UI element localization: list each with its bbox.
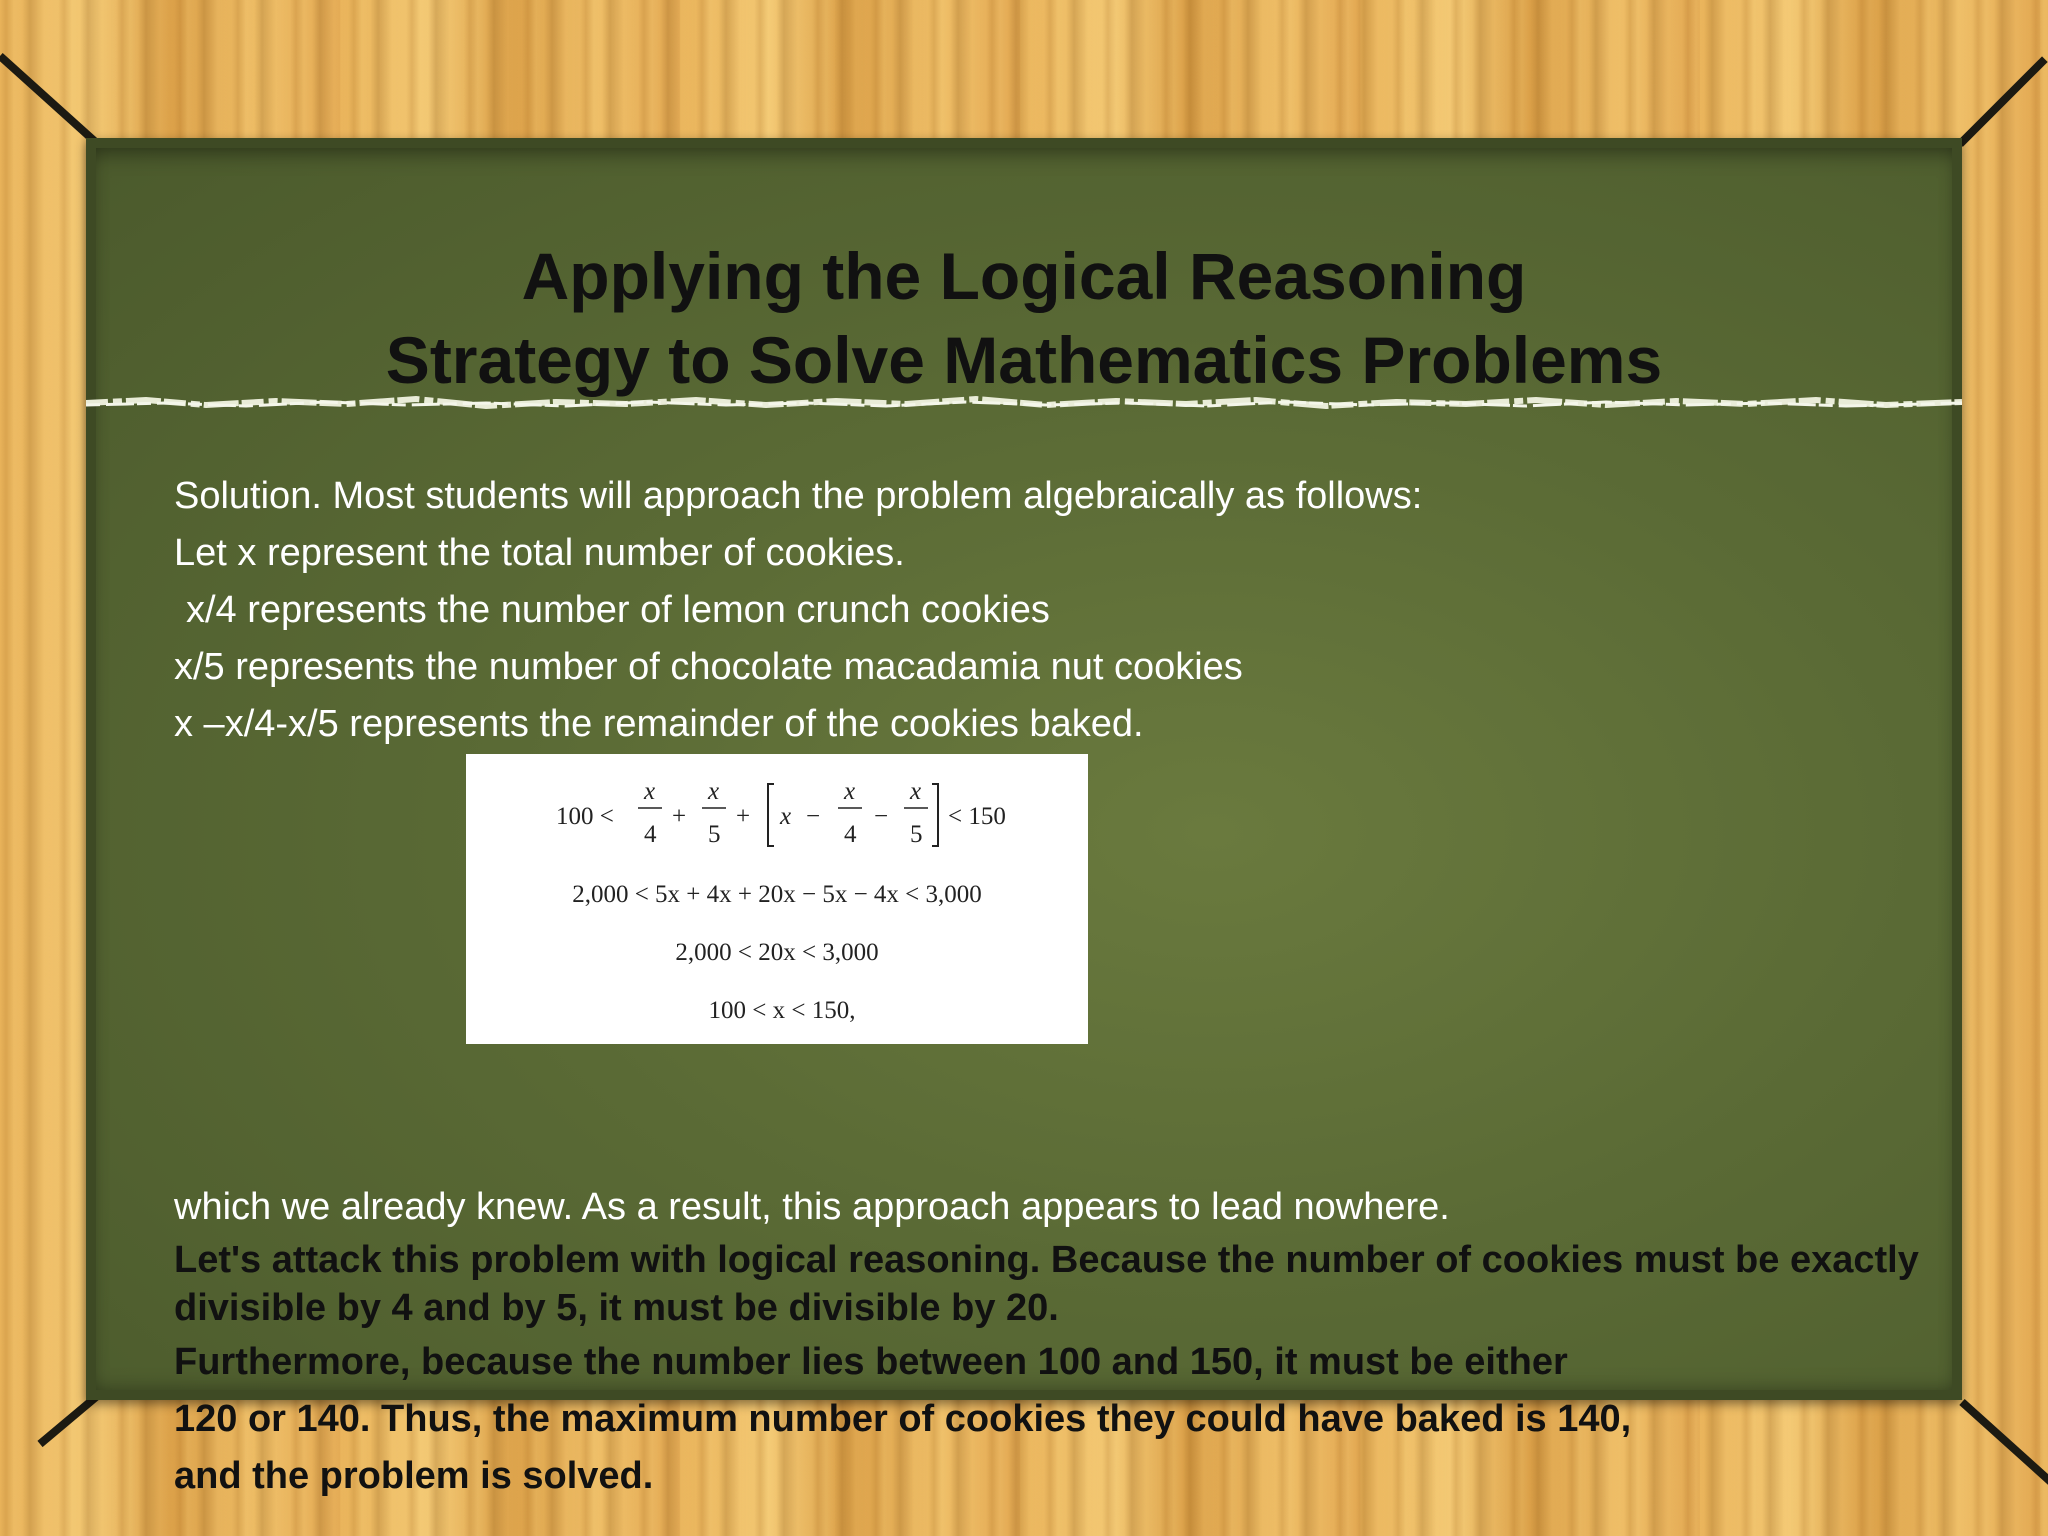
formula-frac1-num: x: [644, 778, 656, 805]
formula-frac4-den: 5: [910, 821, 923, 848]
formula-frac2-num: x: [708, 778, 720, 805]
solution-line-5: x –x/4-x/5 represents the remainder of the cookies baked.: [174, 703, 1144, 745]
solution-line-4: x/5 represents the number of chocolate macadamia nut cookies: [174, 646, 1243, 688]
solution-text: [174, 468, 1934, 753]
formula-row1-left: 100 <: [556, 803, 614, 830]
formula-row2: 2,000 < 5x + 4x + 20x − 5x − 4x < 3,000: [572, 881, 982, 908]
formula-row1-right: < 150: [948, 803, 1006, 830]
slide-title: [86, 234, 1962, 402]
slide-title-line-2: Strategy to Solve Mathematics Problems: [385, 323, 1663, 397]
after-formula-line: which we already knew. As a result, this approach appears to lead nowhere.: [174, 1186, 1450, 1228]
formula-minus-2: −: [874, 803, 889, 830]
solution-line-3: x/4 represents the number of lemon crunch cookies: [186, 589, 1050, 631]
final-line-3: and the problem is solved.: [174, 1455, 654, 1497]
formula-frac3-num: x: [844, 778, 856, 805]
formula-plus-2: +: [736, 803, 751, 830]
chalkboard-slide: [86, 138, 1962, 1497]
formula-image: [466, 754, 1088, 1044]
final-line-1: Furthermore, because the number lies between 100 and 150, it must be either: [174, 1341, 1568, 1383]
formula-frac2-den: 5: [708, 821, 721, 848]
formula-minus-1: −: [806, 803, 821, 830]
chalk-divider: [86, 394, 1962, 412]
solution-line-2: Let x represent the total number of cookies.: [174, 532, 905, 574]
formula-frac1-den: 4: [644, 821, 657, 848]
formula-plus-1: +: [672, 803, 687, 830]
conclusion-text: [174, 1178, 1934, 1505]
frame-corner-line-top-left: [0, 53, 99, 146]
formula-frac3-den: 4: [844, 821, 857, 848]
logical-reasoning-paragraph: Let's attack this problem with logical reasoning. Because the number of cookies must be exactly divisible by 4 and by 5, it must be divisible by 20.: [174, 1239, 1919, 1329]
solution-line-1: Solution. Most students will approach the problem algebraically as follows:: [174, 475, 1423, 517]
slide-title-line-1: Applying the Logical Reasoning: [521, 239, 1527, 313]
frame-corner-line-bottom-right: [1959, 1399, 2048, 1492]
final-paragraph: [174, 1334, 1934, 1505]
formula-frac4-num: x: [910, 778, 922, 805]
formula-bracket-x: x: [780, 803, 792, 830]
frame-corner-line-top-right: [1957, 56, 2048, 147]
formula-row4: 100 < x < 150,: [708, 997, 856, 1024]
formula-row3: 2,000 < 20x < 3,000: [675, 939, 879, 966]
final-line-2: 120 or 140. Thus, the maximum number of cookies they could have baked is 140,: [174, 1398, 1632, 1440]
